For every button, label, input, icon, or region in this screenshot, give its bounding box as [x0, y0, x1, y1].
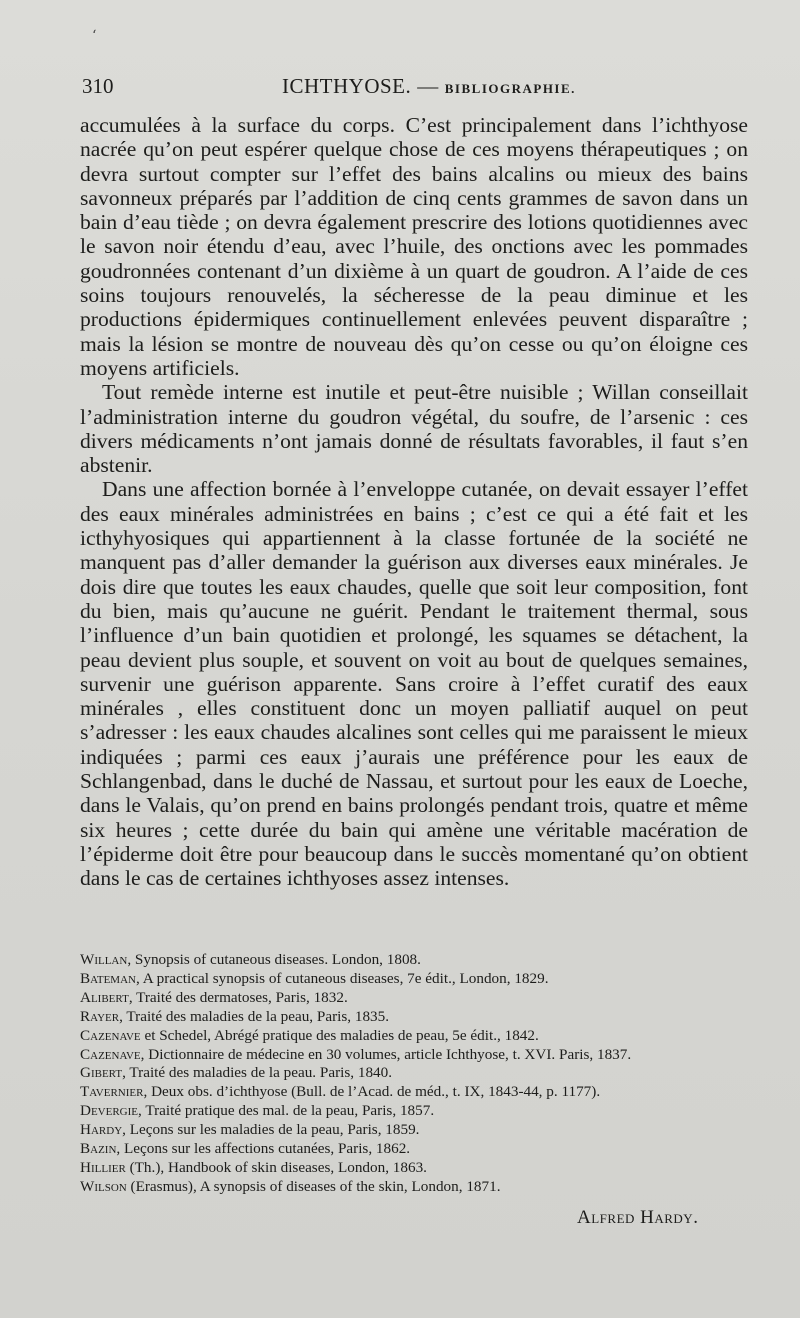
reference-item	[80, 1083, 748, 1102]
reference-author: Rayer	[80, 1007, 120, 1025]
reference-item	[80, 1064, 748, 1083]
running-title	[282, 74, 576, 99]
reference-text: , Traité des maladies de la peau. Paris, 1840.	[122, 1064, 393, 1082]
reference-item	[80, 951, 748, 970]
reference-item	[80, 1027, 748, 1046]
author-signature: Alfred Hardy.	[577, 1207, 699, 1228]
paragraph: Tout remède interne est inutile et peut-être nuisible ; Willan conseillait l’administration interne du goudron végétal, du soufre, de l’arsenic : ces divers médicaments n’ont jamais donné de résultats favorables, il faut s’en abstenir.	[80, 380, 748, 478]
page-corner-mark: ‘	[92, 28, 97, 44]
paragraph: Dans une affection bornée à l’enveloppe cutanée, on devait essayer l’effet des eaux minérales administrées en bains ; c’est ce qui a été fait et les icthyhyosiques qui appartiennent à la classe fortunée de la société ne manquent pas d’aller demander la guérison aux diverses eaux minérales. Je dois dire que toutes les eaux chaudes, quelle que soit leur composition, font du bien, mais qu’aucune ne guérit. Pendant le traitement thermal, sous l’influence d’un bain quotidien et prolongé, les squames se détachent, la peau devient plus souple, et souvent on voit au bout de quelques semaines, survenir une guérison apparente. Sans croire à l’effet curatif des eaux minérales , elles constituent donc un moyen palliatif auquel on peut s’adresser : les eaux chaudes alcalines sont celles qui me paraissent le mieux indiquées ; parmi ces eaux j’aurais une préférence pour les eaux de Schlangenbad, dans le duché de Nassau, et surtout pour les eaux de Loeche, dans le Valais, qu’on prend en bains prolongés pendant trois, quatre et même six heures ; cette durée du bain qui amène une véritable macération de l’épiderme doit être pour beaucoup dans le succès momentané qu’on obtient dans le cas de certaines ichthyoses assez intenses.	[80, 477, 748, 891]
reference-item	[80, 1102, 748, 1121]
reference-text: , Deux obs. d’ichthyose (Bull. de l’Acad. de méd., t. IX, 1843-44, p. 1177).	[143, 1083, 601, 1101]
reference-item	[80, 989, 748, 1008]
reference-item	[80, 1046, 748, 1065]
reference-text: , Traité des maladies de la peau, Paris, 1835.	[119, 1007, 390, 1025]
reference-text: (Erasmus), A synopsis of diseases of the skin, London, 1871.	[126, 1177, 501, 1195]
reference-item	[80, 1178, 748, 1197]
reference-text: , Synopsis of cutaneous diseases. London, 1808.	[127, 951, 421, 968]
reference-text: (Th.), Handbook of skin diseases, London, 1863.	[125, 1158, 427, 1176]
reference-text: , A practical synopsis of cutaneous diseases, 7e édit., London, 1829.	[135, 969, 549, 987]
reference-author: Bateman	[80, 969, 136, 987]
reference-text: et Schedel, Abrégé pratique des maladies de peau, 5e édit., 1842.	[140, 1026, 539, 1044]
reference-author: Hillier	[80, 1158, 126, 1176]
reference-item	[80, 1140, 748, 1159]
reference-author: Hardy	[80, 1121, 123, 1139]
reference-text: , Dictionnaire de médecine en 30 volumes, article Ichthyose, t. XVI. Paris, 1837.	[140, 1045, 632, 1063]
reference-text: , Traité des dermatoses, Paris, 1832.	[128, 988, 348, 1006]
header-title: ICHTHYOSE.	[282, 74, 412, 98]
reference-author: Willan	[80, 951, 128, 968]
reference-text: , Leçons sur les affections cutanées, Paris, 1862.	[116, 1140, 411, 1158]
paragraph: accumulées à la surface du corps. C’est principalement dans l’ichthyose nacrée qu’on peut espérer quelque chose de ces moyens thérapeutiques ; on devra surtout compter sur l’effet des bains alcalins ou mieux des bains savonneux préparés par l’addition de cinq cents grammes de savon dans un bain d’eau tiède ; on devra également prescrire des lotions quotidiennes avec le savon noir étendu d’eau, avec l’huile, des onctions avec les pommades goudronnées contenant d’un dixième à un quart de goudron. A l’aide de ces soins toujours renouvelés, la sécheresse de la peau diminue et les productions épidermiques continuellement enlevées peuvent disparaître ; mais la lésion se montre de nouveau dès qu’on cesse ou qu’on éloigne ces moyens artificiels.	[80, 113, 748, 380]
reference-author: Bazin	[80, 1140, 117, 1158]
reference-author: Tavernier	[80, 1083, 144, 1101]
reference-text: , Traité pratique des mal. de la peau, Paris, 1857.	[138, 1102, 435, 1120]
reference-item	[80, 1159, 748, 1178]
running-header	[82, 74, 742, 104]
reference-item	[80, 1121, 748, 1140]
reference-author: Cazenave	[80, 1045, 141, 1063]
reference-author: Cazenave	[80, 1026, 141, 1044]
header-section: BIBLIOGRAPHIE.	[444, 81, 576, 96]
main-text	[80, 113, 748, 891]
header-dash: —	[417, 74, 439, 98]
reference-text: , Leçons sur les maladies de la peau, Paris, 1859.	[122, 1121, 420, 1139]
page-number: 310	[82, 74, 114, 98]
reference-author: Wilson	[80, 1177, 127, 1195]
bibliography	[80, 951, 748, 1197]
reference-item	[80, 970, 748, 989]
reference-author: Devergie	[80, 1102, 139, 1120]
reference-author: Alibert	[80, 988, 129, 1006]
reference-author: Gibert	[80, 1064, 123, 1082]
reference-item	[80, 1008, 748, 1027]
